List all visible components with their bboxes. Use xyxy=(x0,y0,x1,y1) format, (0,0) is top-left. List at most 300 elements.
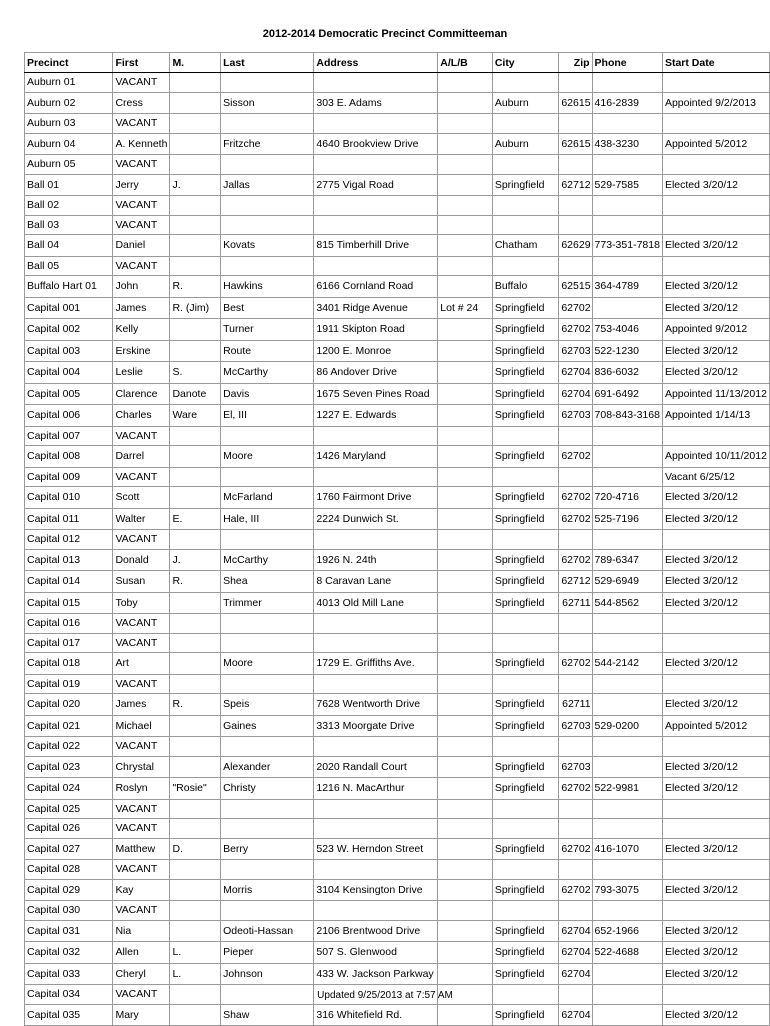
alb-cell xyxy=(438,426,493,446)
city-cell: Springfield xyxy=(492,446,559,468)
address-cell: 523 W. Herndon Street xyxy=(314,838,438,860)
last-name-cell: Hawkins xyxy=(221,276,314,298)
last-name-cell: McFarland xyxy=(221,487,314,509)
middle-cell: R. xyxy=(170,571,221,593)
address-cell: 1675 Seven Pines Road xyxy=(314,383,438,405)
header-precinct: Precinct xyxy=(25,53,113,73)
zip-cell: 62711 xyxy=(559,694,592,716)
address-cell: 86 Andover Drive xyxy=(314,362,438,384)
alb-cell xyxy=(438,362,493,384)
table-row xyxy=(25,215,770,235)
zip-cell: 62515 xyxy=(559,276,592,298)
start-date-cell: Elected 3/20/12 xyxy=(662,174,769,196)
table-row xyxy=(25,446,770,468)
address-cell: 1760 Fairmont Drive xyxy=(314,487,438,509)
start-date-cell: Elected 3/20/12 xyxy=(662,653,769,675)
last-name-cell: Berry xyxy=(221,838,314,860)
start-date-cell xyxy=(662,426,769,446)
start-date-cell: Elected 3/20/12 xyxy=(662,592,769,614)
table-row xyxy=(25,633,770,653)
alb-cell: Lot # 24 xyxy=(438,297,493,319)
middle-cell xyxy=(170,133,221,155)
phone-cell xyxy=(592,215,662,235)
start-date-cell xyxy=(662,256,769,276)
address-cell xyxy=(314,799,438,819)
zip-cell: 62615 xyxy=(559,133,592,155)
precinct-cell: Capital 029 xyxy=(25,879,113,901)
middle-cell: Danote xyxy=(170,383,221,405)
start-date-cell: Elected 3/20/12 xyxy=(662,920,769,942)
address-cell xyxy=(314,215,438,235)
alb-cell xyxy=(438,819,493,839)
precinct-cell: Capital 026 xyxy=(25,819,113,839)
last-name-cell: Shea xyxy=(221,571,314,593)
first-name-cell: Donald xyxy=(113,549,170,571)
phone-cell: 652-1966 xyxy=(592,920,662,942)
last-name-cell: Fritzche xyxy=(221,133,314,155)
header-first: First xyxy=(113,53,170,73)
phone-cell xyxy=(592,530,662,550)
middle-cell xyxy=(170,653,221,675)
header-alb: A/L/B xyxy=(438,53,493,73)
zip-cell: 62703 xyxy=(559,756,592,778)
phone-cell: 773-351-7818 xyxy=(592,235,662,257)
start-date-cell: Elected 3/20/12 xyxy=(662,571,769,593)
alb-cell xyxy=(438,155,493,175)
alb-cell xyxy=(438,715,493,737)
last-name-cell: Sisson xyxy=(221,92,314,114)
precinct-cell: Capital 003 xyxy=(25,340,113,362)
phone-cell xyxy=(592,114,662,134)
alb-cell xyxy=(438,1004,493,1026)
phone-cell xyxy=(592,1004,662,1026)
phone-cell: 544-8562 xyxy=(592,592,662,614)
city-cell: Springfield xyxy=(492,879,559,901)
start-date-cell xyxy=(662,196,769,216)
address-cell: 7628 Wentworth Drive xyxy=(314,694,438,716)
document-title: 2012-2014 Democratic Precinct Committeeman xyxy=(262,28,508,40)
last-name-cell xyxy=(221,633,314,653)
table-row xyxy=(25,508,770,530)
precinct-cell: Capital 035 xyxy=(25,1004,113,1026)
city-cell xyxy=(492,114,559,134)
city-cell: Springfield xyxy=(492,715,559,737)
last-name-cell: Shaw xyxy=(221,1004,314,1026)
first-name-cell: VACANT xyxy=(113,467,170,487)
header-phone: Phone xyxy=(592,53,662,73)
phone-cell xyxy=(592,963,662,985)
middle-cell: L. xyxy=(170,942,221,964)
middle-cell xyxy=(170,592,221,614)
city-cell: Springfield xyxy=(492,920,559,942)
middle-cell: L. xyxy=(170,963,221,985)
zip-cell xyxy=(559,860,592,880)
precinct-cell: Capital 033 xyxy=(25,963,113,985)
last-name-cell: Davis xyxy=(221,383,314,405)
start-date-cell: Appointed 9/2012 xyxy=(662,319,769,341)
alb-cell xyxy=(438,73,493,93)
start-date-cell xyxy=(662,860,769,880)
last-name-cell: Odeoti-Hassan xyxy=(221,920,314,942)
zip-cell xyxy=(559,614,592,634)
city-cell: Auburn xyxy=(492,133,559,155)
start-date-cell: Vacant 6/25/12 xyxy=(662,467,769,487)
phone-cell xyxy=(592,694,662,716)
last-name-cell xyxy=(221,114,314,134)
city-cell xyxy=(492,196,559,216)
alb-cell xyxy=(438,446,493,468)
precinct-cell: Capital 006 xyxy=(25,405,113,427)
precinct-cell: Capital 023 xyxy=(25,756,113,778)
phone-cell xyxy=(592,426,662,446)
start-date-cell xyxy=(662,114,769,134)
middle-cell xyxy=(170,446,221,468)
address-cell: 2020 Randall Court xyxy=(314,756,438,778)
last-name-cell xyxy=(221,614,314,634)
middle-cell xyxy=(170,256,221,276)
middle-cell xyxy=(170,319,221,341)
city-cell xyxy=(492,73,559,93)
phone-cell xyxy=(592,633,662,653)
alb-cell xyxy=(438,860,493,880)
middle-cell xyxy=(170,715,221,737)
first-name-cell: VACANT xyxy=(113,530,170,550)
address-cell: 8 Caravan Lane xyxy=(314,571,438,593)
header-middle: M. xyxy=(170,53,221,73)
address-cell: 1216 N. MacArthur xyxy=(314,778,438,800)
phone-cell: 544-2142 xyxy=(592,653,662,675)
first-name-cell: Art xyxy=(113,653,170,675)
table-row xyxy=(25,297,770,319)
city-cell xyxy=(492,860,559,880)
phone-cell xyxy=(592,196,662,216)
table-row xyxy=(25,963,770,985)
first-name-cell: Kay xyxy=(113,879,170,901)
zip-cell xyxy=(559,901,592,921)
last-name-cell xyxy=(221,256,314,276)
start-date-cell: Appointed 10/11/2012 xyxy=(662,446,769,468)
precinct-cell: Capital 018 xyxy=(25,653,113,675)
phone-cell xyxy=(592,737,662,757)
middle-cell xyxy=(170,614,221,634)
alb-cell xyxy=(438,901,493,921)
table-row xyxy=(25,319,770,341)
last-name-cell xyxy=(221,196,314,216)
alb-cell xyxy=(438,879,493,901)
city-cell xyxy=(492,737,559,757)
address-cell: 1200 E. Monroe xyxy=(314,340,438,362)
city-cell: Springfield xyxy=(492,487,559,509)
first-name-cell: Matthew xyxy=(113,838,170,860)
start-date-cell: Elected 3/20/12 xyxy=(662,942,769,964)
address-cell xyxy=(314,530,438,550)
start-date-cell: Elected 3/20/12 xyxy=(662,778,769,800)
table-row xyxy=(25,340,770,362)
table-row xyxy=(25,694,770,716)
middle-cell xyxy=(170,235,221,257)
precinct-cell: Capital 007 xyxy=(25,426,113,446)
city-cell: Springfield xyxy=(492,963,559,985)
middle-cell xyxy=(170,73,221,93)
precinct-cell: Capital 004 xyxy=(25,362,113,384)
city-cell: Springfield xyxy=(492,694,559,716)
address-cell: 6166 Cornland Road xyxy=(314,276,438,298)
precinct-cell: Ball 01 xyxy=(25,174,113,196)
phone-cell xyxy=(592,901,662,921)
last-name-cell xyxy=(221,860,314,880)
zip-cell: 62704 xyxy=(559,920,592,942)
address-cell xyxy=(314,674,438,694)
precinct-cell: Capital 024 xyxy=(25,778,113,800)
zip-cell xyxy=(559,674,592,694)
precinct-cell: Capital 028 xyxy=(25,860,113,880)
address-cell xyxy=(314,467,438,487)
table-row xyxy=(25,383,770,405)
precinct-cell: Capital 013 xyxy=(25,549,113,571)
table-row xyxy=(25,778,770,800)
address-cell xyxy=(314,196,438,216)
start-date-cell: Appointed 5/2012 xyxy=(662,715,769,737)
alb-cell xyxy=(438,549,493,571)
table-row xyxy=(25,715,770,737)
last-name-cell: Alexander xyxy=(221,756,314,778)
table-row xyxy=(25,799,770,819)
middle-cell xyxy=(170,799,221,819)
start-date-cell: Appointed 1/14/13 xyxy=(662,405,769,427)
first-name-cell: James xyxy=(113,297,170,319)
address-cell xyxy=(314,614,438,634)
address-cell: 1426 Maryland xyxy=(314,446,438,468)
precinct-cell: Capital 022 xyxy=(25,737,113,757)
city-cell xyxy=(492,426,559,446)
zip-cell: 62702 xyxy=(559,319,592,341)
middle-cell: D. xyxy=(170,838,221,860)
alb-cell xyxy=(438,653,493,675)
phone-cell: 720-4716 xyxy=(592,487,662,509)
zip-cell: 62702 xyxy=(559,549,592,571)
alb-cell xyxy=(438,838,493,860)
first-name-cell: Erskine xyxy=(113,340,170,362)
first-name-cell: VACANT xyxy=(113,901,170,921)
zip-cell xyxy=(559,256,592,276)
phone-cell xyxy=(592,614,662,634)
middle-cell xyxy=(170,487,221,509)
alb-cell xyxy=(438,276,493,298)
first-name-cell: Chrystal xyxy=(113,756,170,778)
first-name-cell: Jerry xyxy=(113,174,170,196)
precinct-cell: Buffalo Hart 01 xyxy=(25,276,113,298)
precinct-table xyxy=(24,52,770,1026)
city-cell xyxy=(492,530,559,550)
phone-cell: 416-2839 xyxy=(592,92,662,114)
precinct-cell: Capital 008 xyxy=(25,446,113,468)
middle-cell xyxy=(170,92,221,114)
phone-cell xyxy=(592,467,662,487)
start-date-cell: Appointed 5/2012 xyxy=(662,133,769,155)
middle-cell xyxy=(170,920,221,942)
first-name-cell: Mary xyxy=(113,1004,170,1026)
first-name-cell: Daniel xyxy=(113,235,170,257)
table-row xyxy=(25,653,770,675)
precinct-cell: Capital 032 xyxy=(25,942,113,964)
table-row xyxy=(25,860,770,880)
precinct-cell: Capital 031 xyxy=(25,920,113,942)
alb-cell xyxy=(438,694,493,716)
first-name-cell: VACANT xyxy=(113,737,170,757)
first-name-cell: VACANT xyxy=(113,426,170,446)
zip-cell: 62702 xyxy=(559,879,592,901)
alb-cell xyxy=(438,467,493,487)
city-cell: Springfield xyxy=(492,1004,559,1026)
last-name-cell xyxy=(221,73,314,93)
first-name-cell: A. Kenneth xyxy=(113,133,170,155)
first-name-cell: Leslie xyxy=(113,362,170,384)
phone-cell: 753-4046 xyxy=(592,319,662,341)
start-date-cell: Elected 3/20/12 xyxy=(662,756,769,778)
zip-cell: 62702 xyxy=(559,508,592,530)
alb-cell xyxy=(438,256,493,276)
zip-cell: 62712 xyxy=(559,571,592,593)
first-name-cell: Cheryl xyxy=(113,963,170,985)
city-cell: Springfield xyxy=(492,592,559,614)
phone-cell: 529-0200 xyxy=(592,715,662,737)
phone-cell: 438-3230 xyxy=(592,133,662,155)
last-name-cell: Speis xyxy=(221,694,314,716)
address-cell xyxy=(314,737,438,757)
alb-cell xyxy=(438,133,493,155)
table-row xyxy=(25,838,770,860)
middle-cell xyxy=(170,530,221,550)
header-row xyxy=(25,53,770,73)
middle-cell: Ware xyxy=(170,405,221,427)
phone-cell xyxy=(592,297,662,319)
alb-cell xyxy=(438,674,493,694)
start-date-cell: Elected 3/20/12 xyxy=(662,1004,769,1026)
address-cell: 1729 E. Griffiths Ave. xyxy=(314,653,438,675)
phone-cell xyxy=(592,674,662,694)
alb-cell xyxy=(438,174,493,196)
zip-cell xyxy=(559,799,592,819)
city-cell xyxy=(492,256,559,276)
start-date-cell: Elected 3/20/12 xyxy=(662,879,769,901)
middle-cell: R. (Jim) xyxy=(170,297,221,319)
precinct-cell: Capital 019 xyxy=(25,674,113,694)
precinct-cell: Capital 002 xyxy=(25,319,113,341)
city-cell: Springfield xyxy=(492,340,559,362)
start-date-cell xyxy=(662,155,769,175)
city-cell: Springfield xyxy=(492,174,559,196)
first-name-cell: VACANT xyxy=(113,196,170,216)
zip-cell: 62704 xyxy=(559,942,592,964)
middle-cell: J. xyxy=(170,549,221,571)
table-row xyxy=(25,920,770,942)
address-cell: 316 Whitefield Rd. xyxy=(314,1004,438,1026)
last-name-cell xyxy=(221,737,314,757)
middle-cell xyxy=(170,674,221,694)
precinct-cell: Capital 030 xyxy=(25,901,113,921)
zip-cell xyxy=(559,737,592,757)
table-row xyxy=(25,674,770,694)
precinct-cell: Capital 027 xyxy=(25,838,113,860)
start-date-cell: Elected 3/20/12 xyxy=(662,362,769,384)
address-cell: 4013 Old Mill Lane xyxy=(314,592,438,614)
address-cell xyxy=(314,73,438,93)
last-name-cell xyxy=(221,819,314,839)
first-name-cell: Susan xyxy=(113,571,170,593)
table-row xyxy=(25,174,770,196)
city-cell xyxy=(492,155,559,175)
last-name-cell: Christy xyxy=(221,778,314,800)
city-cell: Springfield xyxy=(492,756,559,778)
table-row xyxy=(25,756,770,778)
city-cell: Springfield xyxy=(492,549,559,571)
table-row xyxy=(25,362,770,384)
address-cell: 3104 Kensington Drive xyxy=(314,879,438,901)
city-cell xyxy=(492,674,559,694)
alb-cell xyxy=(438,235,493,257)
precinct-cell: Capital 017 xyxy=(25,633,113,653)
precinct-cell: Capital 001 xyxy=(25,297,113,319)
table-row xyxy=(25,530,770,550)
table-row xyxy=(25,614,770,634)
alb-cell xyxy=(438,508,493,530)
phone-cell xyxy=(592,73,662,93)
last-name-cell xyxy=(221,467,314,487)
start-date-cell: Elected 3/20/12 xyxy=(662,297,769,319)
address-cell xyxy=(314,633,438,653)
city-cell: Springfield xyxy=(492,362,559,384)
updated-footer: Updated 9/25/2013 at 7:57 AM xyxy=(317,990,453,1001)
city-cell: Springfield xyxy=(492,383,559,405)
alb-cell xyxy=(438,383,493,405)
zip-cell xyxy=(559,196,592,216)
phone-cell xyxy=(592,819,662,839)
zip-cell: 62702 xyxy=(559,487,592,509)
address-cell xyxy=(314,426,438,446)
city-cell xyxy=(492,819,559,839)
precinct-cell: Capital 034 xyxy=(25,985,113,1005)
middle-cell: J. xyxy=(170,174,221,196)
table-row xyxy=(25,256,770,276)
start-date-cell xyxy=(662,674,769,694)
middle-cell xyxy=(170,1004,221,1026)
start-date-cell: Elected 3/20/12 xyxy=(662,694,769,716)
phone-cell: 364-4789 xyxy=(592,276,662,298)
city-cell: Springfield xyxy=(492,778,559,800)
middle-cell xyxy=(170,467,221,487)
first-name-cell: VACANT xyxy=(113,114,170,134)
address-cell: 815 Timberhill Drive xyxy=(314,235,438,257)
city-cell: Chatham xyxy=(492,235,559,257)
start-date-cell xyxy=(662,73,769,93)
zip-cell: 62703 xyxy=(559,340,592,362)
middle-cell xyxy=(170,196,221,216)
header-last: Last xyxy=(221,53,314,73)
phone-cell: 522-4688 xyxy=(592,942,662,964)
zip-cell: 62702 xyxy=(559,778,592,800)
first-name-cell: Cress xyxy=(113,92,170,114)
zip-cell: 62704 xyxy=(559,362,592,384)
start-date-cell xyxy=(662,633,769,653)
precinct-cell: Ball 03 xyxy=(25,215,113,235)
phone-cell xyxy=(592,446,662,468)
first-name-cell: Kelly xyxy=(113,319,170,341)
address-cell: 4640 Brookview Drive xyxy=(314,133,438,155)
table-row xyxy=(25,276,770,298)
middle-cell xyxy=(170,426,221,446)
last-name-cell: Morris xyxy=(221,879,314,901)
alb-cell xyxy=(438,319,493,341)
